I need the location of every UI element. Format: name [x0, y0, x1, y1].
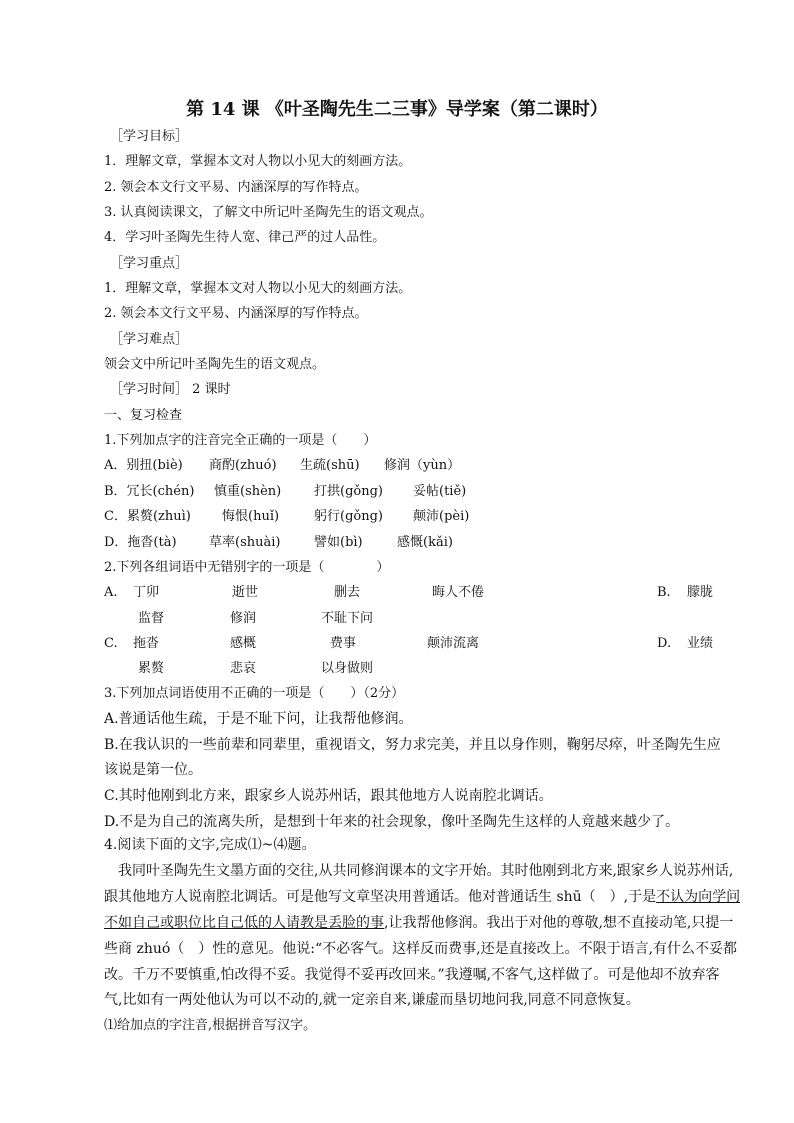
- q2-label: C.: [104, 636, 118, 651]
- q1-option: B．冗长(chén): [104, 484, 195, 499]
- passage-line: 气,比如有一两处他认为可以不动的,就一定亲自来,谦虚而垦切地问我,同意不同意恢复。: [104, 992, 640, 1008]
- passage-line: [104, 888, 740, 907]
- q2-word: 修润: [230, 611, 257, 626]
- q2-label: D.: [657, 636, 672, 651]
- q2-word: 费事: [330, 636, 357, 651]
- q2-word: 监督: [138, 611, 165, 626]
- underlined-phrase: 不如自己或职位比自己低的人请教是丢脸的事: [104, 915, 384, 931]
- focus-item: 2. 领会本文行文平易、内涵深厚的写作特点。: [104, 306, 368, 321]
- passage-line: [104, 914, 733, 933]
- q1-option: 妥帖(tiě): [413, 484, 467, 499]
- question-1-stem: 1.下列加点字的注音完全正确的一项是（ ）: [104, 433, 377, 448]
- q1-option: 商酌(zhuó): [209, 458, 277, 473]
- q1-option: C．累赘(zhuì): [104, 509, 191, 524]
- objective-item: 2. 领会本文行文平易、内涵深厚的写作特点。: [104, 180, 368, 195]
- q1-option: 躬行(gǒng): [314, 509, 383, 524]
- q2-word: 丁卯: [133, 585, 160, 600]
- q3-option-b-cont: 该说是第一位。: [104, 762, 202, 778]
- objectives-heading: ［学习目标］: [110, 129, 189, 144]
- q2-word: 逝世: [232, 585, 259, 600]
- q2-word: 不耻下问: [321, 611, 374, 626]
- q2-word: 以身做则: [321, 661, 374, 676]
- q2-word: 颠沛流离: [427, 636, 480, 651]
- q1-option: D．拖沓(tà): [104, 535, 177, 550]
- sub-question-1: ⑴给加点的字注音,根据拼音写汉字。: [104, 1018, 317, 1033]
- q2-word: 业绩: [687, 636, 714, 651]
- q1-option: 草率(shuài): [209, 535, 281, 550]
- q1-option: 生疏(shū): [300, 458, 360, 473]
- q1-option: 修润（yùn）: [384, 458, 461, 473]
- passage-line: 我同叶圣陶先生文墨方面的交往,从共同修润课本的文字开始。其时他刚到北方来,跟家乡人说苏州话,: [118, 863, 734, 879]
- passage-line: 改。千万不要慎重,怕改得不妥。我觉得不妥再改回来。”我遵嘱,不客气,这样做了。可是他却不放弃客: [104, 967, 720, 983]
- q2-word: 晦人不倦: [432, 585, 485, 600]
- page-title: 第 14 课 《叶圣陶先生二三事》导学案（第二课时）: [186, 99, 608, 120]
- q1-option: A．别扭(biè): [104, 458, 183, 473]
- objective-item: 1．理解文章，掌握本文对人物以小见大的刻画方法。: [104, 154, 412, 169]
- q1-option: 譬如(bì): [314, 535, 363, 550]
- q3-option-d: D.不是为自己的流离失所，是想到十年来的社会现象，像叶圣陶先生这样的人竟越来越少了。: [104, 814, 680, 830]
- q2-word: 删去: [334, 585, 361, 600]
- q2-label: B.: [657, 585, 671, 600]
- q3-option-b: B.在我认识的一些前辈和同辈里，重视语文，努力求完美，并且以身作则，鞠躬尽瘁，叶圣陶先生应: [104, 737, 721, 753]
- q1-option: 悔恨(huǐ): [222, 509, 280, 524]
- q1-option: 颠沛(pèi): [413, 509, 470, 524]
- q2-word: 悲哀: [230, 661, 257, 676]
- q1-option: 感慨(kǎi): [397, 535, 453, 550]
- objective-item: 4．学习叶圣陶先生待人宽、律己严的过人品性。: [104, 230, 386, 245]
- q1-option: 慎重(shèn): [214, 484, 282, 499]
- passage-text: ,让我帮他修润。我出于对他的尊敬,想不直接动笔,只提一: [384, 915, 734, 931]
- section-heading: 一、复习检查: [104, 408, 183, 423]
- focus-item: 1．理解文章，掌握本文对人物以小见大的刻画方法。: [104, 281, 412, 296]
- passage-line: 些商 zhuó（ ）性的意见。他说:“不必客气。这样反而费事,还是直接改上。不限于语言,有什么不妥都: [104, 941, 738, 957]
- objective-item: 3. 认真阅读课文，了解文中所记叶圣陶先生的语文观点。: [104, 205, 433, 220]
- study-time: ［学习时间］ 2 课时: [110, 382, 231, 397]
- focus-heading: ［学习重点］: [110, 256, 189, 271]
- q3-option-a: A.普通话他生疏，于是不耻下问，让我帮他修润。: [104, 711, 413, 727]
- difficulty-heading: ［学习难点］: [110, 332, 189, 347]
- question-2-stem: 2.下列各组词语中无错别字的一项是（ ）: [104, 560, 390, 575]
- difficulty-text: 领会文中所记叶圣陶先生的语文观点。: [104, 357, 326, 372]
- q2-word: 拖沓: [133, 636, 160, 651]
- question-3-stem: 3.下列加点词语使用不正确的一项是（ ）（2分）: [104, 686, 405, 701]
- q2-word: 朦胧: [687, 585, 714, 600]
- q2-label: A.: [104, 585, 118, 600]
- passage-text: 跟其他地方人说南腔北调话。可是他写文章坚决用普通话。他对普通话生 shū（ ）,于是: [104, 889, 657, 905]
- underlined-phrase: 不认为向学问: [656, 889, 741, 905]
- question-4-stem: 4.阅读下面的文字,完成⑴~⑷题。: [104, 837, 316, 853]
- q2-word: 累赘: [138, 661, 165, 676]
- q2-word: 感概: [230, 636, 257, 651]
- q1-option: 打拱(gǒng): [314, 484, 383, 499]
- q3-option-c: C.其时他刚到北方来，跟家乡人说苏州话，跟其他地方人说南腔北调话。: [104, 788, 553, 804]
